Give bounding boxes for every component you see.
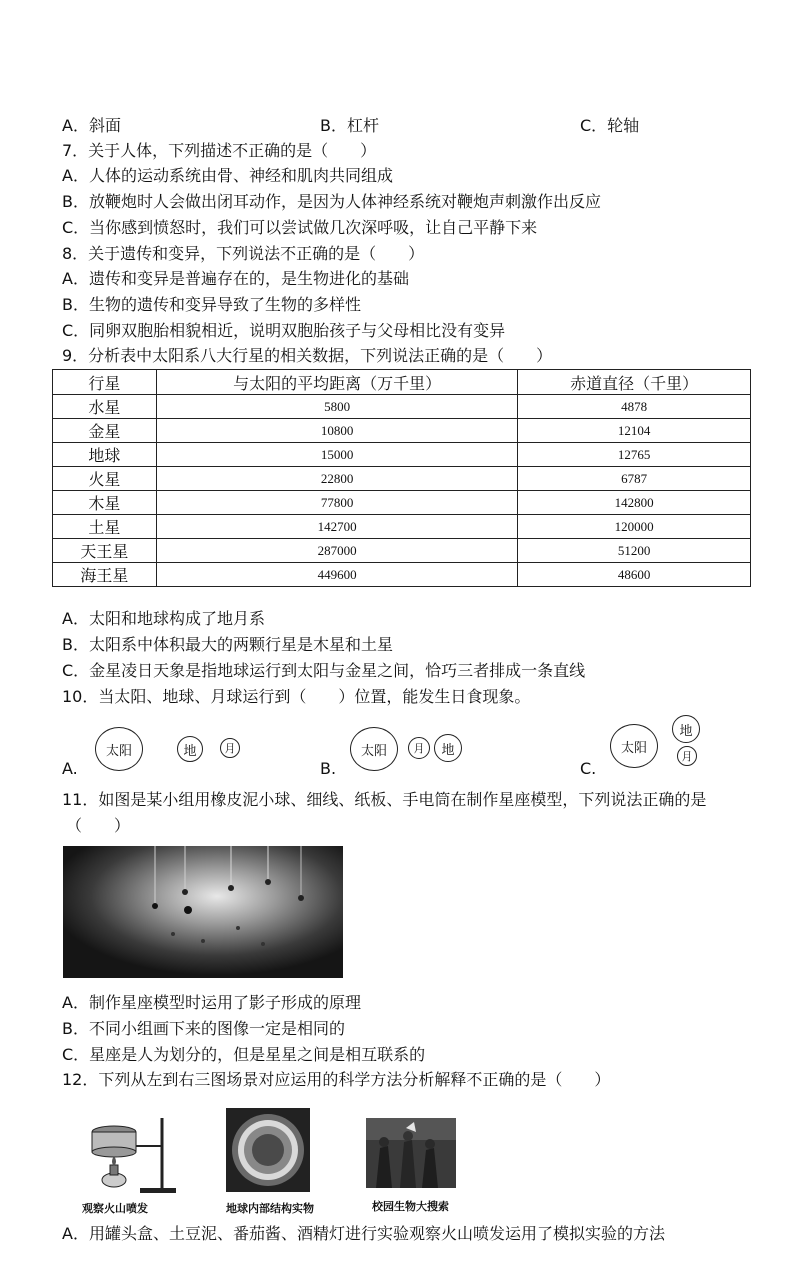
planet-name: 天王星: [53, 539, 157, 563]
planet-name: 地球: [53, 443, 157, 467]
planet-distance: 10800: [156, 419, 517, 443]
table-row: [53, 419, 751, 443]
caption-campus-search: 校园生物大搜索: [372, 1200, 449, 1213]
caption-volcano: 观察火山喷发: [82, 1202, 148, 1215]
q7-option-c: C．当你感到愤怒时，我们可以尝试做几次深呼吸，让自己平静下来: [62, 218, 538, 237]
q11-stem: 11．如图是某小组用橡皮泥小球、细线、纸板、手电筒在制作星座模型，下列说法正确的是: [62, 790, 707, 809]
q7-option-a: A．人体的运动系统由骨、神经和肌肉共同组成: [62, 166, 393, 185]
planet-name: 土星: [53, 515, 157, 539]
q11-option-a: A．制作星座模型时运用了影子形成的原理: [62, 993, 361, 1012]
planet-distance: 77800: [156, 491, 517, 515]
q10-option-b-label: B.: [320, 759, 337, 778]
planet-distance: 287000: [156, 539, 517, 563]
q10-option-c-label: C.: [580, 759, 597, 778]
earth-structure-photo: [226, 1108, 310, 1192]
q7-stem: 7．关于人体，下列描述不正确的是（ ）: [62, 141, 377, 160]
q6-option-b: B．杠杆: [320, 116, 379, 135]
q11-option-c: C．星座是人为划分的，但是星星之间是相互联系的: [62, 1045, 426, 1064]
planet-diameter: 48600: [518, 563, 751, 587]
sun-circle-b: 太阳: [350, 727, 398, 771]
earth-circle-c: 地: [672, 715, 700, 743]
planet-distance: 142700: [156, 515, 517, 539]
planet-diameter: 142800: [518, 491, 751, 515]
q11-stem-paren: （ ）: [66, 816, 131, 835]
q6-option-a: A．斜面: [62, 116, 121, 135]
constellation-model-photo: [63, 846, 343, 978]
table-header-row: [53, 370, 751, 395]
sun-circle-a: 太阳: [95, 727, 143, 771]
header-planet: 行星: [53, 370, 157, 395]
q8-option-c: C．同卵双胞胎相貌相近，说明双胞胎孩子与父母相比没有变异: [62, 321, 506, 340]
planet-name: 水星: [53, 395, 157, 419]
planet-distance: 5800: [156, 395, 517, 419]
header-diameter: 赤道直径（千里）: [518, 370, 751, 395]
sun-circle-c: 太阳: [610, 724, 658, 768]
q8-option-b: B．生物的遗传和变异导致了生物的多样性: [62, 295, 361, 314]
planet-name: 海王星: [53, 563, 157, 587]
moon-circle-c: 月: [677, 746, 697, 766]
planet-distance: 22800: [156, 467, 517, 491]
header-distance: 与太阳的平均距离（万千里）: [156, 370, 517, 395]
earth-circle-a: 地: [177, 736, 203, 762]
planet-diameter: 51200: [518, 539, 751, 563]
planet-diameter: 6787: [518, 467, 751, 491]
moon-circle-b: 月: [408, 737, 430, 759]
planet-diameter: 4878: [518, 395, 751, 419]
planet-distance: 15000: [156, 443, 517, 467]
moon-circle-a: 月: [220, 738, 240, 758]
table-row: [53, 395, 751, 419]
q9-stem: 9．分析表中太阳系八大行星的相关数据，下列说法正确的是（ ）: [62, 346, 553, 365]
q9-option-b: B．太阳系中体积最大的两颗行星是木星和土星: [62, 635, 393, 654]
table-row: [53, 563, 751, 587]
q9-option-a: A．太阳和地球构成了地月系: [62, 609, 265, 628]
planet-data-table: [52, 369, 751, 587]
planet-name: 木星: [53, 491, 157, 515]
planet-name: 火星: [53, 467, 157, 491]
planet-diameter: 12104: [518, 419, 751, 443]
q10-stem: 10．当太阳、地球、月球运行到（ ）位置，能发生日食现象。: [62, 687, 531, 706]
q12-option-a: A．用罐头盒、土豆泥、番茄酱、酒精灯进行实验观察火山喷发运用了模拟实验的方法: [62, 1224, 665, 1243]
planet-distance: 449600: [156, 563, 517, 587]
earth-circle-b: 地: [434, 734, 462, 762]
table-row: [53, 515, 751, 539]
q6-option-c: C．轮轴: [580, 116, 640, 135]
q10-option-a-label: A.: [62, 759, 78, 778]
q8-stem: 8．关于遗传和变异，下列说法不正确的是（ ）: [62, 244, 425, 263]
campus-biology-search-photo: [366, 1118, 456, 1188]
planet-diameter: 120000: [518, 515, 751, 539]
planet-name: 金星: [53, 419, 157, 443]
q7-option-b: B．放鞭炮时人会做出闭耳动作，是因为人体神经系统对鞭炮声刺激作出反应: [62, 192, 601, 211]
q9-option-c: C．金星凌日天象是指地球运行到太阳与金星之间，恰巧三者排成一条直线: [62, 661, 586, 680]
planet-diameter: 12765: [518, 443, 751, 467]
q11-option-b: B．不同小组画下来的图像一定是相同的: [62, 1019, 345, 1038]
table-row: [53, 539, 751, 563]
q12-stem: 12．下列从左到右三图场景对应运用的科学方法分析解释不正确的是（ ）: [62, 1070, 611, 1089]
q8-option-a: A．遗传和变异是普遍存在的，是生物进化的基础: [62, 269, 409, 288]
table-row: [53, 443, 751, 467]
table-row: [53, 467, 751, 491]
table-row: [53, 491, 751, 515]
volcano-experiment-illustration: [80, 1110, 180, 1196]
caption-earth-structure: 地球内部结构实物: [226, 1202, 314, 1215]
